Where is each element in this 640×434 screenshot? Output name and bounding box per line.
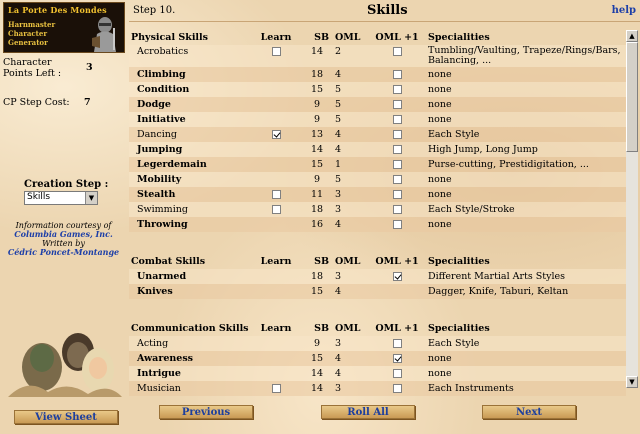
learn-cell [247, 112, 305, 127]
skill-name: Musician [129, 381, 247, 396]
table-row [129, 127, 626, 142]
skill-name: Throwing [129, 217, 247, 232]
creation-step-value: Skills [27, 192, 51, 202]
skill-name: Legerdemain [129, 157, 247, 172]
oml-value: 4 [329, 284, 367, 299]
table-row [129, 97, 626, 112]
oml-plus-cell [367, 82, 427, 97]
specialities-value: none [427, 67, 626, 82]
table-row [129, 112, 626, 127]
sb-value: 9 [305, 172, 329, 187]
specialities-value: none [427, 366, 626, 381]
chevron-down-icon[interactable]: ▼ [85, 192, 97, 204]
sb-value: 18 [305, 269, 329, 284]
learn-checkbox[interactable] [272, 205, 281, 214]
oml-plus-cell [367, 157, 427, 172]
sb-value: 15 [305, 351, 329, 366]
oml-plus-checkbox[interactable] [393, 47, 402, 56]
roll-all-button[interactable]: Roll All [321, 405, 415, 419]
sb-value: 14 [305, 45, 329, 67]
oml-plus-cell [367, 366, 427, 381]
learn-cell [247, 97, 305, 112]
learn-cell [247, 351, 305, 366]
oml-value: 4 [329, 127, 367, 142]
page-title: Skills [367, 3, 408, 18]
table-row [129, 142, 626, 157]
credit-line-2: Written by [42, 239, 85, 248]
char-points-value: 3 [86, 62, 93, 73]
oml-plus-cell [367, 202, 427, 217]
oml-value: 3 [329, 269, 367, 284]
creation-step-label: Creation Step : [24, 179, 109, 190]
col-specialities: Specialities [428, 255, 490, 267]
sb-value: 13 [305, 127, 329, 142]
group-title: Physical Skills [131, 32, 209, 43]
step-label: Step 10. [133, 5, 176, 16]
col-specialities: Specialities [428, 31, 490, 43]
specialities-value: none [427, 351, 626, 366]
cp-cost-value: 7 [84, 97, 91, 108]
oml-plus-cell [367, 336, 427, 351]
oml-plus-checkbox[interactable] [393, 160, 402, 169]
columbia-games-link[interactable]: Columbia Games, Inc. [14, 229, 113, 239]
spacer-cell [129, 232, 626, 254]
col-oml-plus: OML +1 [375, 256, 419, 267]
col-oml: OML [335, 323, 361, 334]
skill-name: Swimming [129, 202, 247, 217]
knight-icon [88, 14, 122, 52]
oml-plus-checkbox[interactable] [393, 85, 402, 94]
credit-line-1: Information courtesy of [15, 221, 112, 230]
sb-value: 14 [305, 381, 329, 396]
help-link[interactable]: help [611, 5, 636, 16]
oml-value: 5 [329, 112, 367, 127]
learn-cell [247, 172, 305, 187]
oml-plus-cell [367, 97, 427, 112]
skill-name: Unarmed [129, 269, 247, 284]
oml-plus-cell [367, 381, 427, 396]
learn-cell [247, 157, 305, 172]
oml-plus-checkbox[interactable] [393, 384, 402, 393]
oml-plus-checkbox[interactable] [393, 100, 402, 109]
oml-value: 3 [329, 381, 367, 396]
oml-value: 4 [329, 142, 367, 157]
oml-plus-cell [367, 187, 427, 202]
specialities-value: none [427, 217, 626, 232]
scroll-down-icon[interactable]: ▼ [626, 376, 638, 388]
specialities-value: Dagger, Knife, Taburi, Keltan [427, 284, 626, 299]
col-learn: Learn [260, 323, 292, 334]
table-row [129, 157, 626, 172]
sb-value: 16 [305, 217, 329, 232]
logo-line-4: Generator [8, 38, 48, 47]
oml-value: 4 [329, 217, 367, 232]
sb-value: 15 [305, 157, 329, 172]
group-title: Combat Skills [131, 256, 206, 267]
sb-value: 9 [305, 112, 329, 127]
oml-value: 4 [329, 351, 367, 366]
author-link[interactable]: Cédric Poncet-Montange [7, 247, 120, 257]
oml-value: 5 [329, 172, 367, 187]
table-row [129, 284, 626, 299]
scroll-thumb[interactable] [626, 42, 638, 152]
skill-name: Initiative [129, 112, 247, 127]
logo-title: La Porte Des Mondes [8, 5, 107, 15]
spacer-cell [129, 299, 626, 321]
view-sheet-button[interactable]: View Sheet [14, 410, 118, 424]
col-learn: Learn [260, 32, 292, 43]
oml-value: 5 [329, 82, 367, 97]
learn-cell [247, 366, 305, 381]
oml-plus-checkbox[interactable] [393, 190, 402, 199]
cp-cost-label: CP Step Cost: [3, 97, 70, 108]
skill-name: Dodge [129, 97, 247, 112]
skill-name: Knives [129, 284, 247, 299]
oml-plus-checkbox[interactable] [393, 205, 402, 214]
skill-name: Dancing [129, 127, 247, 142]
credits [2, 221, 125, 257]
learn-checkbox[interactable] [272, 47, 281, 56]
group-header-communication [129, 321, 626, 336]
oml-plus-checkbox[interactable] [393, 115, 402, 124]
table-row [129, 82, 626, 97]
oml-plus-cell [367, 172, 427, 187]
specialities-value: Each Style/Stroke [427, 202, 626, 217]
oml-plus-checkbox[interactable] [393, 175, 402, 184]
sb-value: 14 [305, 142, 329, 157]
learn-cell [247, 381, 305, 396]
skills-table [129, 30, 626, 396]
specialities-value: none [427, 97, 626, 112]
skill-name: Stealth [129, 187, 247, 202]
learn-cell [247, 142, 305, 157]
skill-name: Mobility [129, 172, 247, 187]
table-row [129, 187, 626, 202]
learn-cell [247, 187, 305, 202]
specialities-value: Each Instruments [427, 381, 626, 396]
sb-value: 14 [305, 366, 329, 381]
skill-name: Intrigue [129, 366, 247, 381]
col-sb: SB [314, 32, 329, 43]
group-header-physical [129, 30, 626, 45]
skill-name: Condition [129, 82, 247, 97]
oml-plus-cell [367, 45, 427, 67]
oml-plus-checkbox[interactable] [393, 130, 402, 139]
oml-value: 4 [329, 67, 367, 82]
table-row [129, 217, 626, 232]
learn-cell [247, 284, 305, 299]
table-row [129, 45, 626, 67]
col-oml-plus: OML +1 [375, 323, 419, 334]
specialities-value: Purse-cutting, Prestidigitation, ... [427, 157, 626, 172]
table-row [129, 269, 626, 284]
sb-value: 9 [305, 336, 329, 351]
skill-name: Jumping [129, 142, 247, 157]
table-row [129, 202, 626, 217]
oml-value: 3 [329, 336, 367, 351]
skills-table-body [129, 30, 626, 396]
specialities-value: Each Style [427, 336, 626, 351]
learn-cell [247, 127, 305, 142]
sb-value: 15 [305, 82, 329, 97]
oml-plus-checkbox[interactable] [393, 145, 402, 154]
skill-name: Acrobatics [129, 45, 247, 67]
learn-cell [247, 269, 305, 284]
col-learn: Learn [260, 256, 292, 267]
learn-cell [247, 45, 305, 67]
vertical-scrollbar[interactable] [626, 30, 638, 388]
learn-cell [247, 202, 305, 217]
col-oml-plus: OML +1 [375, 32, 419, 43]
oml-plus-cell [367, 142, 427, 157]
specialities-value: Different Martial Arts Styles [427, 269, 626, 284]
specialities-value: none [427, 112, 626, 127]
sb-value: 11 [305, 187, 329, 202]
oml-plus-cell [367, 112, 427, 127]
col-sb: SB [314, 256, 329, 267]
learn-checkbox[interactable] [272, 130, 281, 139]
learn-cell [247, 82, 305, 97]
table-row [129, 381, 626, 396]
oml-plus-cell [367, 67, 427, 82]
table-row [129, 67, 626, 82]
learn-cell [247, 217, 305, 232]
group-spacer [129, 299, 626, 321]
oml-plus-checkbox[interactable] [393, 70, 402, 79]
heroes-illustration-icon [8, 322, 122, 397]
table-row [129, 336, 626, 351]
char-points-label: Character Points Left : [3, 57, 62, 79]
learn-cell [247, 336, 305, 351]
previous-button[interactable]: Previous [159, 405, 253, 419]
specialities-value: Tumbling/Vaulting, Trapeze/Rings/Bars, Balancing, ... [427, 45, 626, 67]
logo-subtitle [8, 20, 55, 47]
oml-plus-cell [367, 127, 427, 142]
sb-value: 18 [305, 67, 329, 82]
skill-name: Climbing [129, 67, 247, 82]
group-title: Communication Skills [131, 323, 249, 334]
scroll-up-icon[interactable]: ▲ [626, 30, 638, 42]
oml-plus-checkbox[interactable] [393, 339, 402, 348]
logo-line-2: Harnmaster [8, 20, 56, 29]
table-row [129, 172, 626, 187]
logo-line-3: Character [8, 29, 48, 38]
oml-plus-checkbox[interactable] [393, 220, 402, 229]
table-row [129, 351, 626, 366]
col-specialities: Specialities [428, 322, 490, 334]
skill-name: Acting [129, 336, 247, 351]
oml-plus-cell [367, 351, 427, 366]
col-oml: OML [335, 256, 361, 267]
group-spacer [129, 232, 626, 254]
table-row [129, 366, 626, 381]
oml-value: 2 [329, 45, 367, 67]
oml-plus-cell [367, 217, 427, 232]
oml-plus-checkbox[interactable] [393, 354, 402, 363]
specialities-value: High Jump, Long Jump [427, 142, 626, 157]
specialities-value: none [427, 172, 626, 187]
page-header [129, 0, 640, 22]
oml-plus-cell [367, 284, 427, 299]
oml-value: 3 [329, 187, 367, 202]
main-pane [129, 0, 640, 434]
skill-name: Awareness [129, 351, 247, 366]
learn-checkbox[interactable] [272, 190, 281, 199]
col-sb: SB [314, 323, 329, 334]
oml-value: 4 [329, 366, 367, 381]
oml-plus-checkbox[interactable] [393, 369, 402, 378]
learn-cell [247, 67, 305, 82]
creation-step-select[interactable] [24, 191, 98, 205]
learn-checkbox[interactable] [272, 384, 281, 393]
skills-table-container [129, 30, 626, 394]
oml-value: 3 [329, 202, 367, 217]
group-header-combat [129, 254, 626, 269]
next-button[interactable]: Next [482, 405, 576, 419]
oml-value: 5 [329, 97, 367, 112]
app-logo [3, 2, 125, 53]
oml-plus-checkbox[interactable] [393, 272, 402, 281]
sb-value: 9 [305, 97, 329, 112]
specialities-value: none [427, 187, 626, 202]
oml-value: 1 [329, 157, 367, 172]
specialities-value: Each Style [427, 127, 626, 142]
col-oml: OML [335, 32, 361, 43]
sb-value: 18 [305, 202, 329, 217]
oml-plus-cell [367, 269, 427, 284]
sidebar [0, 0, 129, 434]
specialities-value: none [427, 82, 626, 97]
sb-value: 15 [305, 284, 329, 299]
